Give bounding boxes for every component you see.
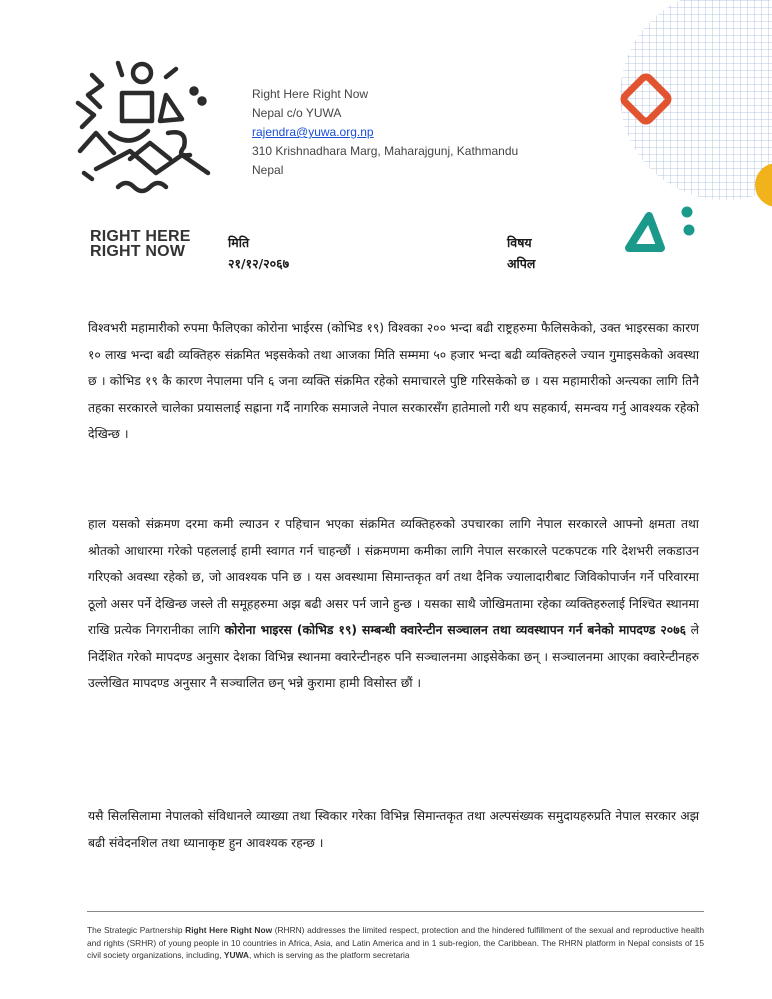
paragraph-1 [88,315,699,448]
paragraph-2 [88,511,699,697]
paragraph-2-bold: कोरोना भाइरस (कोभिड १९) सम्बन्धी क्वारेन्टीन सञ्चालन तथा व्यवस्थापन गर्न बनेको मापदण्ड २०७६ [224,623,686,637]
teal-shape-icon [629,216,661,248]
date-value: २१/१२/२०६७ [228,256,290,271]
footer-yuwa: YUWA [223,950,249,960]
paragraph-2-text-b: ले निर्देशित गरेको मापदण्ड अनुसार देशका विभिन्न स्थानमा क्वारेन्टीनहरु पनि सञ्चालनमा आइसेकेका छन् । सञ्चालनमा आएका क्वारेन्टीनहरु उल्लेखित मापदण्ड अनुसार नै सञ्चालित छन् भन्ने कुरामा हामी विसोस्त छौं । [88,623,700,690]
street-address: 310 Krishnadhara Marg, Maharajgunj, Kathmandu [252,144,519,158]
footer-text: The Strategic Partnership Right Here Right Now (RHRN) addresses the limited respect, protection and the hindered fulfillment of the sexual and reproductive health and rights (SRHR) of young people in 10 countries in Africa, Asia, and Latin America and in 1 sub-region, the Caribbean. The RHRN platform in Nepal consists of 15 civil society organizations, including, YUWA, which is serving as the platform secretaria [87,925,705,960]
paragraph-1-text: विश्वभरी महामारीको रुपमा फैलिएका कोरोना भाईरस (कोभिड १९) विश्वका २०० भन्दा बढी राष्ट्रहरुमा फैलिसकेको, उक्त भाइरसका कारण १० लाख भन्दा बढी व्यक्तिहरु संक्रमित भइसकेको तथा आजका मिति सम्ममा ५० हजार भन्दा बढी व्यक्तिहरुले ज्यान गुमाइसकेको अवस्था छ । कोभिड १९ कै कारण नेपालमा पनि ६ जना व्यक्ति संक्रमित रहेको समाचारले पुष्टि गरिसकेको छ । यस महामारीको अन्त्यका लागि तिनै तहका सरकारले चालेका प्रयासलाई सह्राना गर्दै नागरिक समाजले नेपाल सरकारसँग हातेमालो गरी थप सहकार्य, समन्वय गर्नु आवश्यक रहेको देखिन्छ । [88,321,699,441]
subject-block [507,232,535,274]
brand-wordmark [90,229,191,259]
paragraph-3-text: यसै सिलसिलामा नेपालको संविधानले व्याख्या तथा स्विकार गरेका विभिन्न सिमान्तकृत तथा अल्पसंख्यक समुदायहरुप्रति नेपाल सरकार अझ बढी संवेदनशिल तथा ध्यानाकृष्ट हुन आवश्यक रहन्छ । [88,809,699,850]
email-link[interactable]: rajendra@yuwa.org.np [252,125,374,139]
care-of: Nepal c/o YUWA [252,106,342,120]
address-block [252,85,518,180]
date-block [228,232,289,274]
brand-line-2: RIGHT NOW [90,243,186,260]
paragraph-3 [88,803,699,856]
paragraph-2-text-a: हाल यसको संक्रमण दरमा कमी ल्याउन र पहिचान भएका संक्रमित व्यक्तिहरुको उपचारका लागि नेपाल सरकारले आफ्नो क्षमता तथा श्रोतको आधारमा गरेको पहललाई हामी स्वागत गर्न चाहन्छौं । संक्रमणमा कमीका लागि नेपाल सरकारले पटकपटक गरि देशभरी लकडाउन गरिएको अवस्था रहेको छ, जो आवश्यक पनि छ । यस अवस्थामा सिमान्तकृत वर्ग तथा दैनिक ज्यालादारीबाट जिविकोपार्जन गर्ने परिवारमा ठूलो असर पर्ने देखिन्छ जस्ले ती समूहहरुमा अझ बढी असर पर्न जाने हुन्छ । यसका साथै जोखिमतामा रहेका व्यक्तिहरुलाई निश्चित स्थानमा राखि प्रत्येक निगरानीका लागि [88,517,699,637]
org-name: Right Here Right Now [252,87,369,101]
footer-divider [87,911,704,912]
subject-value: अपिल [507,256,536,271]
brand-line-1: RIGHT HERE [90,228,191,245]
date-label: मिति [228,235,250,250]
decorative-graphics [565,0,772,270]
footer-rhrn: Right Here Right Now [185,925,273,935]
rhrn-logo-icon [70,55,220,205]
subject-label: विषय [507,235,532,250]
country: Nepal [252,163,284,177]
